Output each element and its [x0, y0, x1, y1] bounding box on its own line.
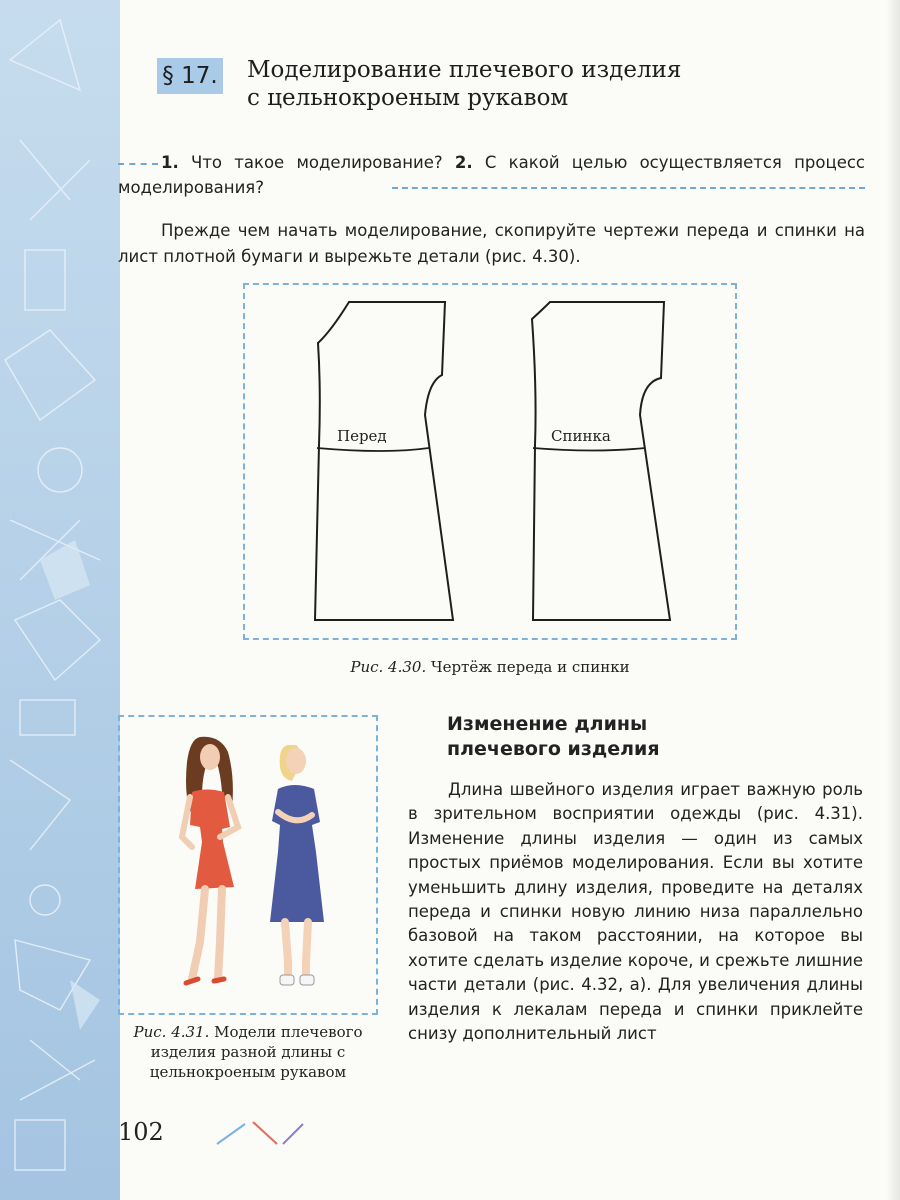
- decorative-left-strip: [0, 0, 120, 1200]
- back-pattern-outline: [532, 302, 670, 620]
- figure-4-31: [118, 715, 378, 1015]
- subheading-line1: Изменение длины: [447, 713, 648, 735]
- section-title-line1: Моделирование плечевого изделия: [247, 57, 682, 83]
- model-red-dress: [182, 737, 238, 983]
- fashion-illustration: [120, 717, 376, 1013]
- back-waist-line: [533, 448, 645, 451]
- model-blue-dress: [270, 745, 324, 985]
- section-title: [247, 56, 807, 112]
- figure-4-30-caption-text: Чертёж переда и спинки: [426, 658, 630, 676]
- figure-4-31-caption-text: Модели плечевого изделия разной длины с цельнокроеным рукавом: [149, 1023, 363, 1081]
- front-pattern-outline: [315, 302, 453, 620]
- question-1-number: 1.: [161, 153, 179, 172]
- question-2-number: 2.: [454, 153, 473, 172]
- intro-paragraph: Прежде чем начать моделирование, скопируйте чертежи переда и спинки на лист плотной бумаги и вырежьте детали (рис. 4.30).: [118, 221, 865, 266]
- figure-4-30-caption-number: Рис. 4.30.: [350, 658, 427, 676]
- subheading: [447, 712, 847, 762]
- figure-4-30: [243, 283, 737, 640]
- questions-dash-bottom: [392, 187, 865, 189]
- figure-4-30-caption: [243, 658, 737, 676]
- decorative-slashes: [215, 1118, 305, 1148]
- section-number-badge: § 17.: [157, 58, 223, 94]
- figure-4-31-caption: [118, 1022, 378, 1082]
- figure-4-31-caption-number: Рис. 4.31.: [133, 1023, 210, 1041]
- pattern-drawings: [245, 285, 739, 642]
- back-label: Спинка: [551, 427, 611, 445]
- front-label: Перед: [337, 427, 387, 445]
- page-edge-shadow: [886, 0, 900, 1200]
- front-waist-line: [317, 448, 429, 451]
- question-2-text: С какой целью осуществляется процесс моделирования?: [118, 153, 865, 197]
- body-paragraph: Длина швейного изделия играет важную роль в зрительном восприятии одежды (рис. 4.31). Изменение длины изделия — один из самых простых приёмов моделирования. Если вы хотите уменьшить длину изделия, проведите на деталях переда и спинки новую линию низа параллельно базовой на таком расстоянии, на которое вы хотите сделать изделие короче, и срежьте лишние части детали (рис. 4.32, а). Для увеличения длины изделия к лекалам переда и спинки приклейте снизу дополнительный лист: [408, 780, 863, 1044]
- subheading-line2: плечевого изделия: [447, 738, 660, 760]
- question-1-text: Что такое моделирование?: [178, 153, 455, 172]
- section-title-line2: с цельнокроеным рукавом: [247, 85, 569, 111]
- review-questions: [118, 150, 865, 200]
- page-number: 102: [118, 1118, 164, 1146]
